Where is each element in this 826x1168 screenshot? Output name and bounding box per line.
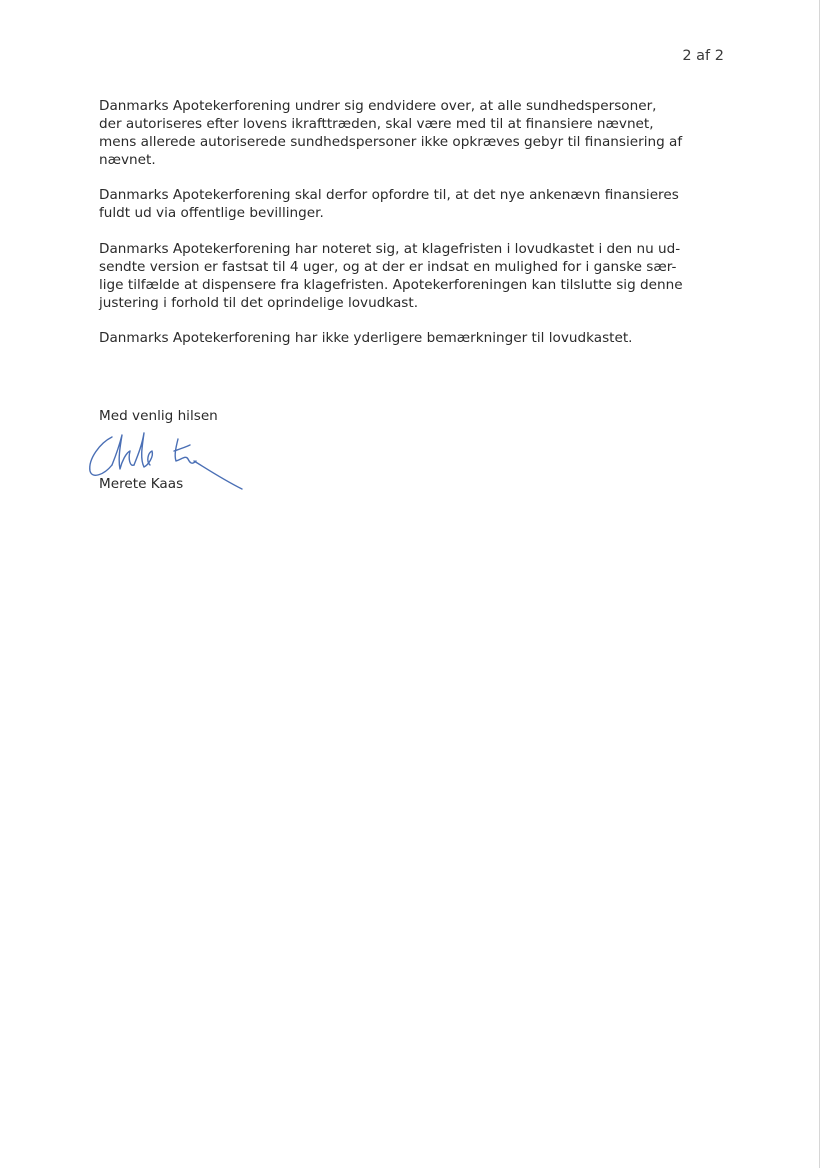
letter-body <box>99 97 729 364</box>
paragraph-line: Danmarks Apotekerforening har ikke yderligere bemærkninger til lovudkastet. <box>99 329 633 346</box>
paragraph-line: mens allerede autoriserede sundhedspersoner ikke opkræves gebyr til finansiering af <box>99 134 683 151</box>
paragraph-public-funding <box>99 186 729 222</box>
page-number: 2 af 2 <box>682 48 724 64</box>
paragraph-line: justering i forhold til det oprindelige lovudkast. <box>99 294 419 311</box>
paragraph-line: Danmarks Apotekerforening har noteret sig, at klagefristen i lovudkastet i den nu ud- <box>99 240 681 257</box>
page-edge-divider <box>819 0 820 1168</box>
paragraph-complaint-deadline <box>99 240 729 312</box>
paragraph-line: nævnet. <box>99 152 156 169</box>
paragraph-line: fuldt ud via offentlige bevillinger. <box>99 205 324 222</box>
paragraph-financing-concern <box>99 97 729 169</box>
paragraph-line: der autoriseres efter lovens ikrafttræden, skal være med til at finansiere nævnet, <box>99 116 654 133</box>
paragraph-line: Danmarks Apotekerforening skal derfor opfordre til, at det nye ankenævn finansieres <box>99 187 679 204</box>
paragraph-line: Danmarks Apotekerforening undrer sig endvidere over, at alle sundhedspersoner, <box>99 98 657 114</box>
closing-greeting: Med venlig hilsen <box>99 408 218 424</box>
paragraph-line: lige tilfælde at dispensere fra klagefristen. Apotekerforeningen kan tilslutte sig denne <box>99 276 683 293</box>
paragraph-line: sendte version er fastsat til 4 uger, og at der er indsat en mulighed for i ganske sær- <box>99 258 677 275</box>
paragraph-no-further-remarks <box>99 329 729 347</box>
signer-name: Merete Kaas <box>99 476 184 492</box>
